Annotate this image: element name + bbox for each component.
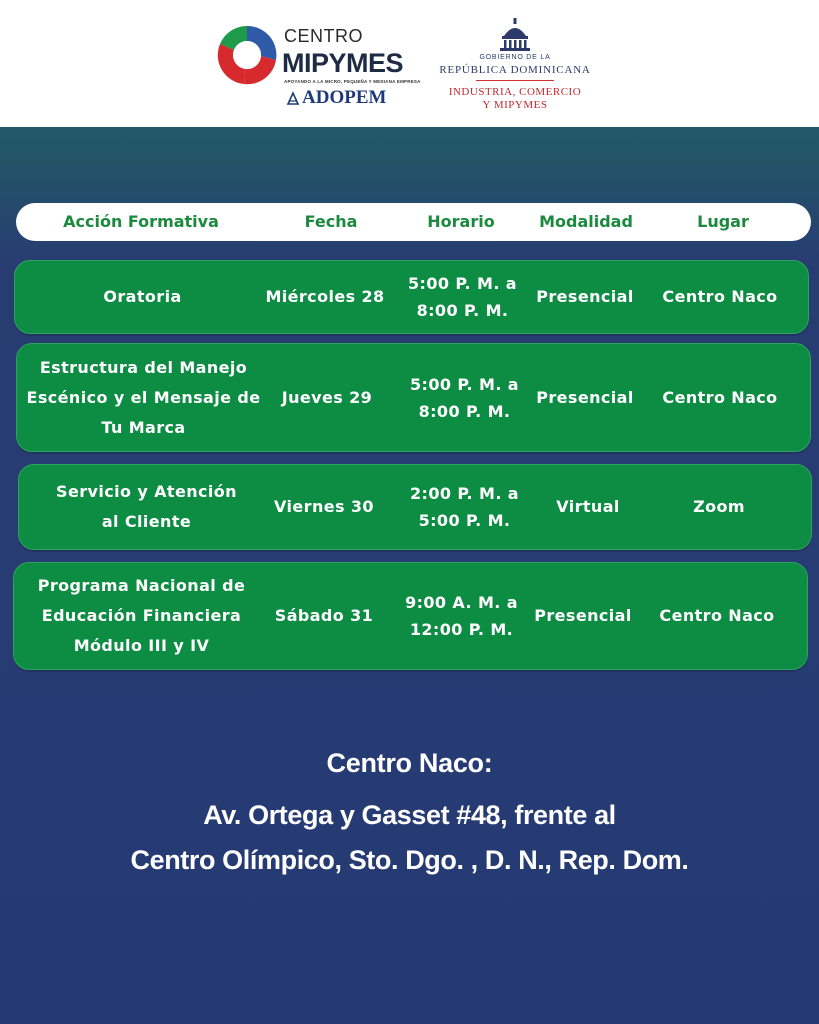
row-accion bbox=[29, 465, 264, 549]
accion-line: Estructura del Manejo bbox=[39, 357, 248, 377]
row-modalidad: Presencial bbox=[536, 387, 634, 407]
row-lugar: Centro Naco bbox=[659, 606, 775, 625]
header-bar bbox=[0, 0, 819, 127]
header-horario: Horario bbox=[427, 212, 495, 231]
accion-line: Servicio y Atención bbox=[56, 482, 237, 501]
table-header bbox=[16, 203, 811, 241]
accion-line: Escénico y el Mensaje de bbox=[26, 387, 261, 407]
horario-end: 12:00 P. M. bbox=[409, 620, 514, 639]
footer-title: Centro Naco: bbox=[326, 748, 493, 778]
horario-start: 5:00 P. M. a bbox=[410, 374, 519, 394]
horario-end: 5:00 P. M. bbox=[418, 511, 511, 530]
logo-centro-text: CENTRO bbox=[284, 26, 363, 46]
header-accion: Acción Formativa bbox=[63, 212, 219, 231]
row-horario bbox=[397, 344, 532, 451]
logo-mipymes-text: MIPYMES bbox=[282, 48, 404, 78]
row-lugar: Centro Naco bbox=[662, 387, 778, 407]
row-accion bbox=[24, 563, 259, 669]
row-modalidad: Presencial bbox=[536, 287, 634, 306]
footer-address-line-2: Centro Olímpico, Sto. Dgo. , D. N., Rep. Dom. bbox=[130, 845, 689, 875]
row-horario bbox=[397, 465, 532, 549]
accion-text: Oratoria bbox=[103, 287, 182, 306]
horario-start: 2:00 P. M. a bbox=[410, 484, 519, 503]
accion-line: al Cliente bbox=[101, 512, 192, 531]
accion-line: Módulo III y IV bbox=[73, 636, 210, 655]
accion-line: Educación Financiera bbox=[41, 606, 242, 625]
row-modalidad: Virtual bbox=[556, 497, 620, 516]
gov-line-3: INDUSTRIA, COMERCIO bbox=[448, 86, 582, 98]
table-row bbox=[18, 464, 812, 550]
gov-line-4: Y MIPYMES bbox=[482, 99, 548, 111]
gobierno-logo bbox=[432, 18, 598, 114]
row-fecha: Viernes 30 bbox=[274, 497, 374, 516]
gov-line-2: REPÚBLICA DOMINICANA bbox=[439, 64, 591, 76]
palacio-dome-icon bbox=[497, 18, 533, 52]
horario-end: 8:00 P. M. bbox=[418, 401, 511, 421]
row-accion bbox=[21, 344, 266, 451]
gov-divider bbox=[476, 80, 554, 81]
header-fecha: Fecha bbox=[304, 212, 358, 231]
accion-line: Tu Marca bbox=[101, 417, 186, 437]
row-lugar: Centro Naco bbox=[662, 287, 778, 306]
horario-start: 9:00 A. M. a bbox=[405, 593, 518, 612]
row-horario bbox=[395, 261, 530, 333]
logo-tagline: APOYANDO A LA MICRO, PEQUEÑA Y MEDIANA EMPRESA bbox=[284, 79, 421, 84]
table-row bbox=[16, 343, 811, 452]
row-modalidad: Presencial bbox=[534, 606, 632, 625]
row-lugar: Zoom bbox=[693, 497, 745, 516]
horario-end: 8:00 P. M. bbox=[416, 301, 509, 320]
centro-mipymes-logo bbox=[214, 20, 421, 112]
horario-start: 5:00 P. M. a bbox=[408, 274, 517, 293]
row-fecha: Jueves 29 bbox=[281, 387, 373, 407]
row-fecha: Miércoles 28 bbox=[265, 287, 385, 306]
logo-adopem-text: ADOPEM bbox=[302, 87, 387, 108]
table-row bbox=[13, 562, 808, 670]
mipymes-ring-icon bbox=[214, 22, 280, 88]
accion-line: Programa Nacional de bbox=[37, 576, 246, 595]
header-modalidad: Modalidad bbox=[539, 212, 633, 231]
adopem-icon bbox=[286, 91, 300, 105]
gov-ministry bbox=[432, 86, 598, 112]
row-fecha: Sábado 31 bbox=[274, 606, 374, 625]
gov-line-1: GOBIERNO DE LA bbox=[479, 54, 551, 61]
row-horario bbox=[394, 563, 529, 669]
row-accion bbox=[25, 261, 260, 333]
header-lugar: Lugar bbox=[697, 212, 749, 231]
footer-address-line-1: Av. Ortega y Gasset #48, frente al bbox=[203, 800, 616, 830]
table-row bbox=[14, 260, 809, 334]
